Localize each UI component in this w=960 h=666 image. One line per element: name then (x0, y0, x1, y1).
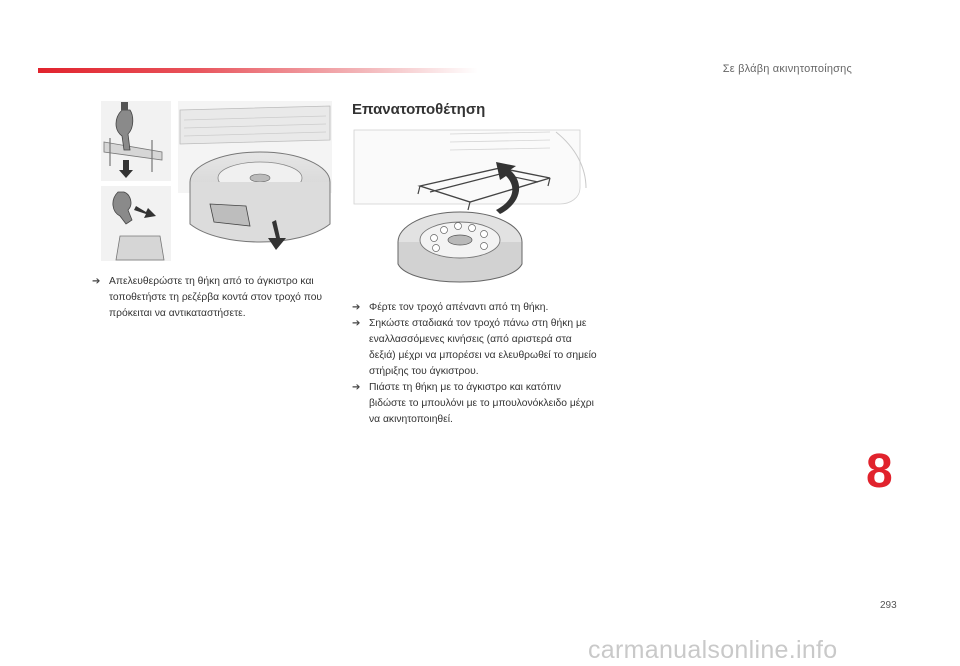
wheel-carrier-view (354, 130, 586, 282)
page-number: 293 (880, 600, 897, 611)
spare-wheel-release-illustration (100, 100, 332, 262)
arrow-bullet-icon: ➔ (92, 276, 101, 287)
hook-detail-inset-bottom (101, 186, 171, 261)
hook-detail-inset-top (101, 101, 171, 181)
list-item (352, 300, 597, 316)
chapter-number: 8 (866, 445, 893, 498)
wheel-under-car-view (178, 101, 332, 250)
header-accent-bar (38, 68, 478, 73)
watermark-text: carmanualsonline.info (588, 636, 838, 664)
step-text: Πιάστε τη θήκη με το άγκιστρο και κατόπιν βιδώστε το μπουλόνι με το μπουλονόκλειδο μέχρι να ακινητοποιηθεί. (369, 382, 594, 425)
arrow-bullet-icon: ➔ (352, 382, 361, 393)
step-text: Φέρτε τον τροχό απέναντι από τη θήκη. (369, 302, 549, 313)
step-text: Σηκώστε σταδιακά τον τροχό πάνω στη θήκη με εναλλασσόμενες κινήσεις (από αριστερά στα δεξιά) μέχρι να μπορέσει να ελευθρωθεί το σημείο στήριξης του άγκιστρου. (369, 318, 597, 377)
section-title: Σε βλάβη ακινητοποίησης (722, 63, 852, 75)
spare-wheel-refit-illustration (350, 128, 592, 290)
list-item (92, 274, 337, 322)
arrow-bullet-icon: ➔ (352, 318, 361, 329)
section-heading: Επανατοποθέτηση (352, 101, 486, 118)
list-item (352, 316, 597, 380)
list-item (352, 380, 597, 428)
refit-steps-list (352, 300, 597, 428)
release-steps-list (92, 274, 337, 322)
step-text: Απελευθερώστε τη θήκη από το άγκιστρο και τοποθετήστε τη ρεζέρβα κοντά στον τροχό που πρόκειται να αντικαταστήσετε. (109, 276, 323, 319)
arrow-bullet-icon: ➔ (352, 302, 361, 313)
